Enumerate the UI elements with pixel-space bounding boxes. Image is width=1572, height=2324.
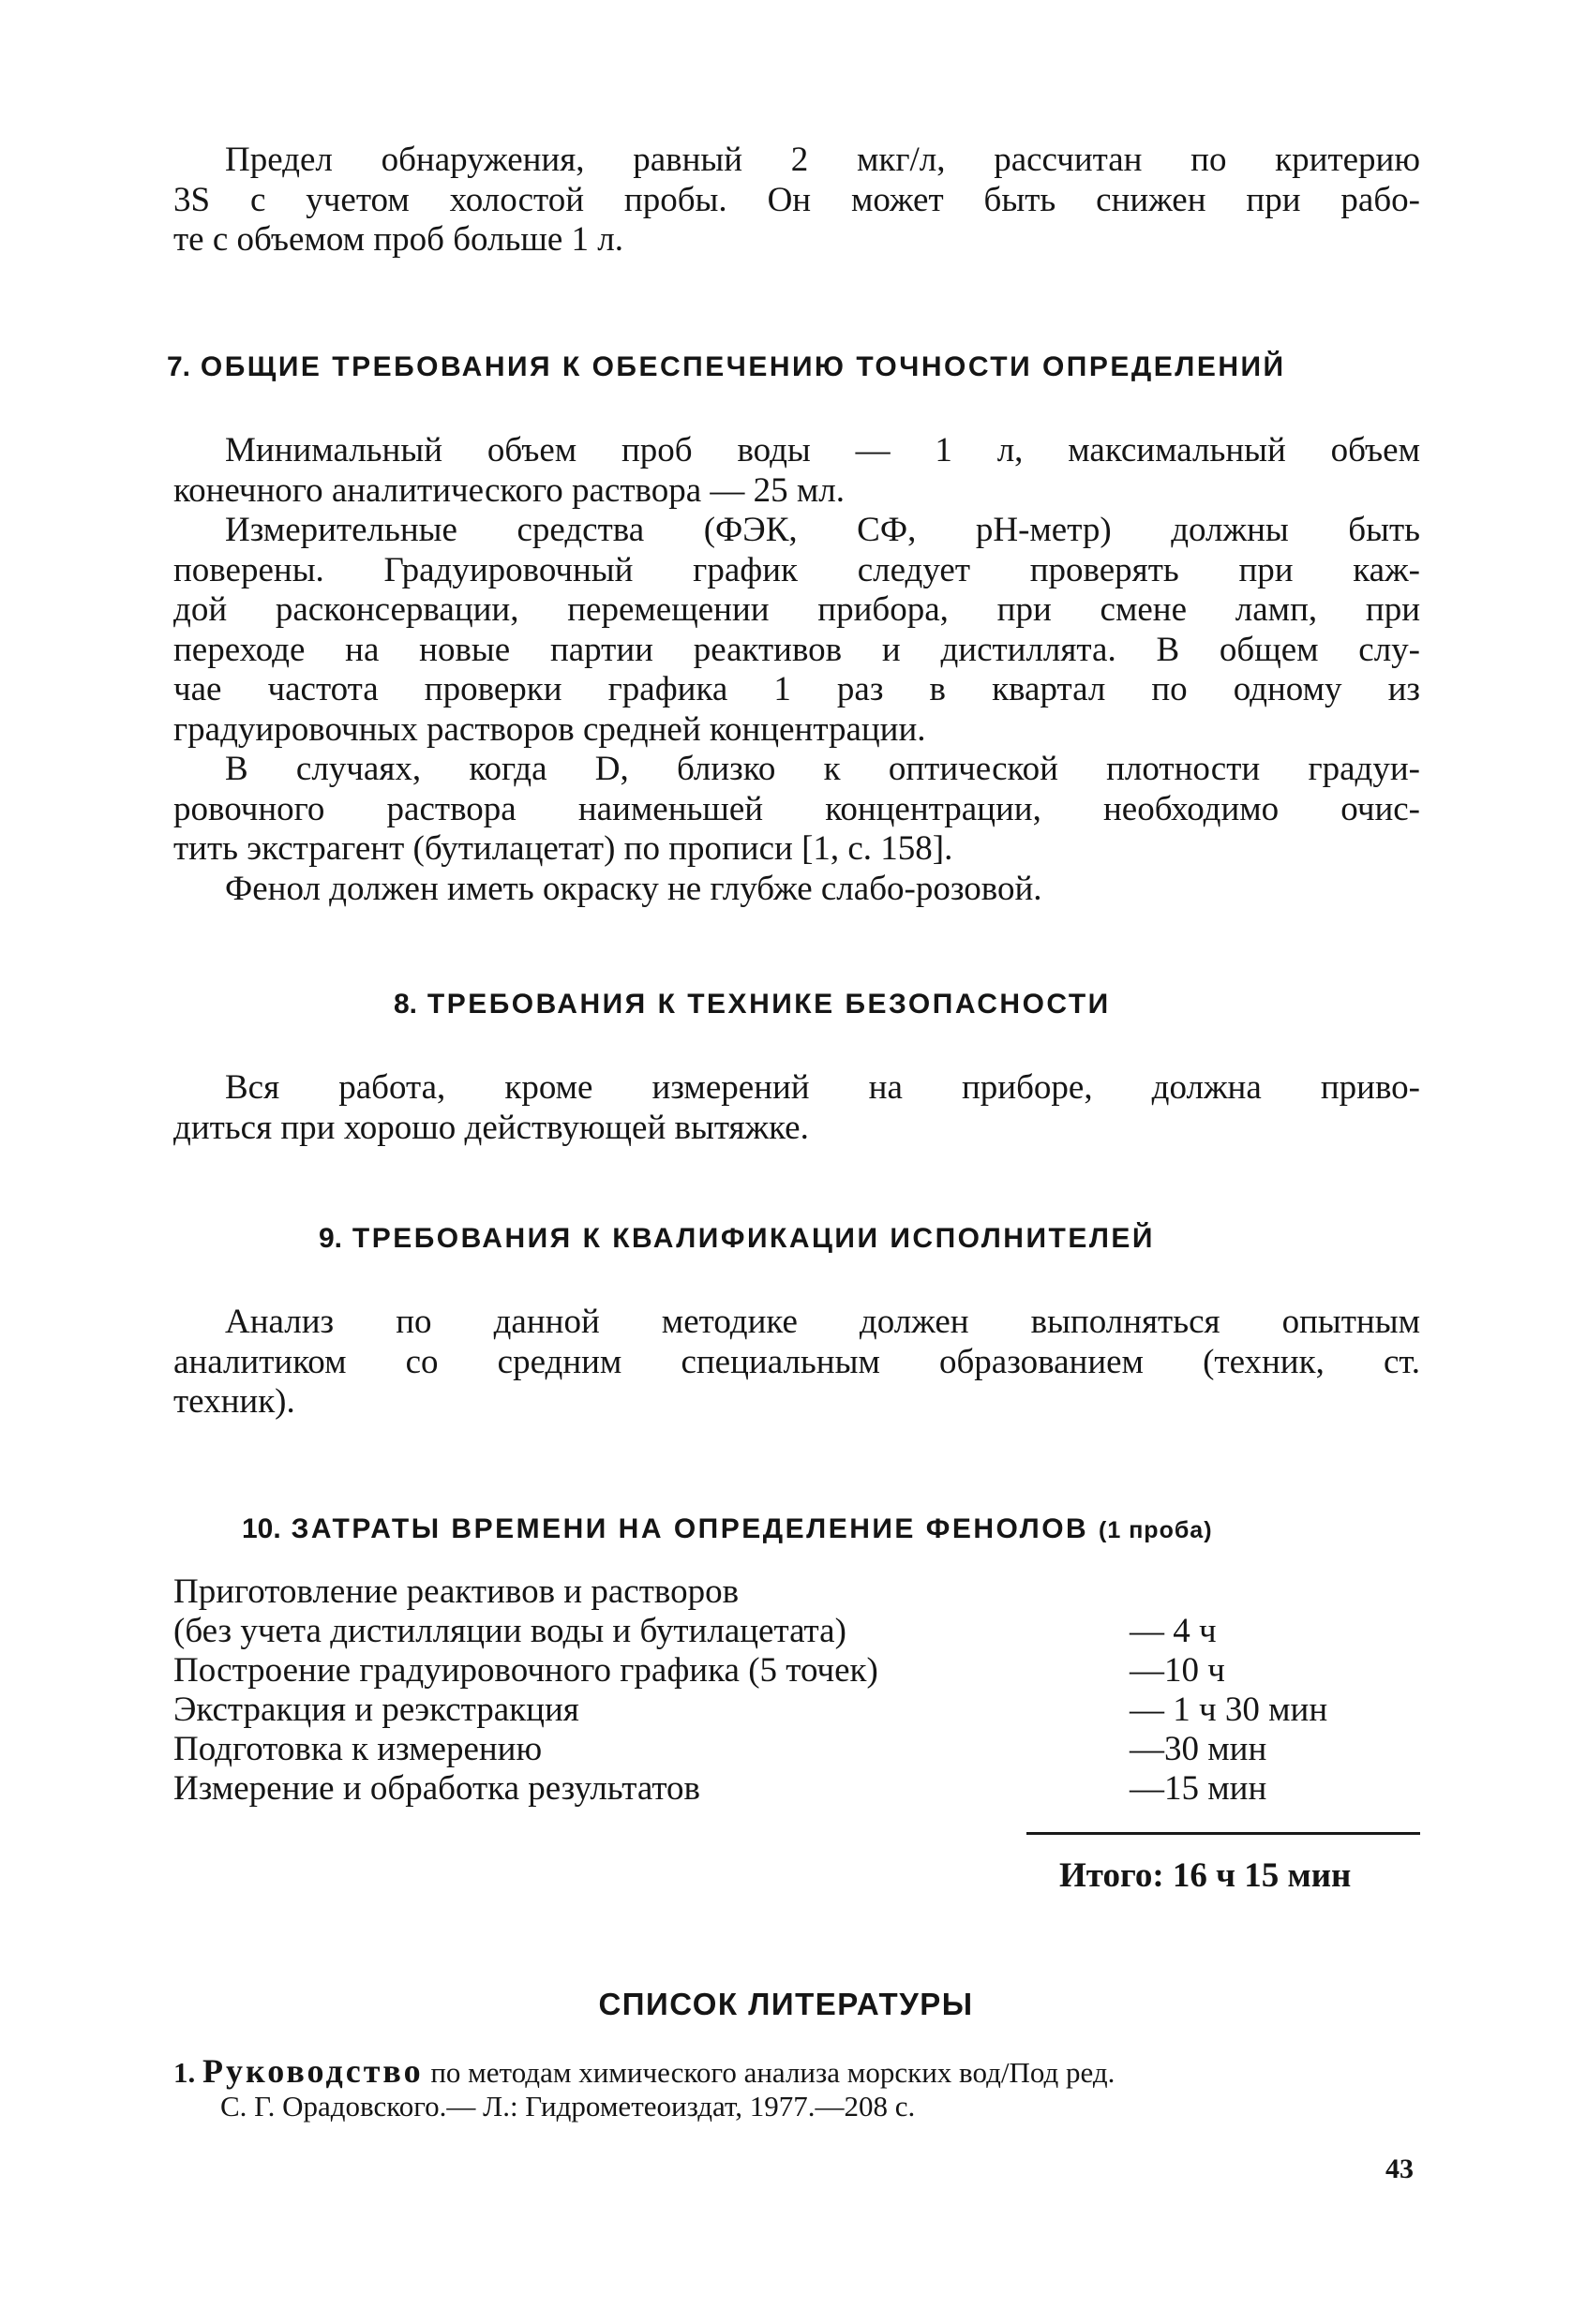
text-line: Анализ по данной методике должен выполняться опытным [225,1303,1420,1341]
time-cost-label: (без учета дистилляции воды и бутилацетата) [173,1612,846,1650]
reference-item [173,2054,1420,2123]
section-number: 7. [167,351,191,382]
time-cost-label: Подготовка к измерению [173,1730,543,1768]
time-cost-label: Приготовление реактивов и растворов [173,1572,740,1611]
text-line: Измерительные средства (ФЭК, СФ, pH-метр) должны быть [225,511,1420,549]
text-line: диться при хорошо действующей вытяжке. [173,1108,809,1147]
text-line: переходе на новые партии реактивов и дистиллята. В общем слу- [173,630,1420,669]
time-cost-row [173,1651,1420,1691]
time-cost-value: —10 ч [1130,1651,1225,1690]
time-cost-value: —30 мин [1130,1730,1267,1768]
section-number: 10. [242,1513,281,1544]
reference-number: 1. [173,2056,196,2089]
intro-paragraph [173,141,1420,261]
section-7-paragraph-1 [173,431,1420,511]
text-line: градуировочных растворов средней концентрации. [173,709,926,749]
text-line: тить экстрагент (бутилацетат) по прописи [1, с. 158]. [173,829,953,868]
section-7-heading [167,351,1286,383]
section-9-paragraph-1 [173,1303,1420,1423]
text-line: В случаях, когда D, близко к оптической плотности градуи- [225,750,1420,788]
time-cost-row [173,1691,1420,1730]
text-line: аналитиком со средним специальным образованием (техник, ст. [173,1342,1420,1381]
time-cost-row [173,1730,1420,1769]
text-line: Минимальный объем проб воды — 1 л, максимальный объем [225,431,1420,469]
section-title: ТРЕБОВАНИЯ К ТЕХНИКЕ БЕЗОПАСНОСТИ [427,989,1111,1020]
time-cost-label: Экстракция и реэкстракция [173,1691,579,1729]
time-cost-value: — 4 ч [1130,1612,1217,1650]
section-7-paragraph-3 [173,750,1420,870]
references-heading: СПИСОК ЛИТЕРАТУРЫ [598,1987,974,2021]
total-divider [1026,1832,1420,1835]
reference-lead-word: Руководство [202,2052,424,2090]
section-8-paragraph-1 [173,1068,1420,1148]
text-line: поверены. Градуировочный график следует проверять при каж- [173,550,1420,589]
section-8-heading [394,989,1111,1020]
page-number: 43 [1385,2153,1414,2184]
section-title-suffix: (1 проба) [1099,1517,1213,1543]
section-7-paragraph-2 [173,511,1420,750]
section-number: 9. [319,1223,343,1254]
time-cost-label: Построение градуировочного графика (5 точек) [173,1651,878,1690]
text-line: конечного аналитического раствора — 25 мл. [173,470,846,510]
time-cost-value: —15 мин [1130,1769,1267,1808]
section-7-paragraph-4 [173,870,1420,910]
text-line: те с объемом проб больше 1 л. [173,220,624,259]
section-title: ОБЩИЕ ТРЕБОВАНИЯ К ОБЕСПЕЧЕНИЮ ТОЧНОСТИ ОПРЕДЕЛЕНИЙ [200,351,1286,382]
text-line: техник). [173,1382,295,1421]
time-cost-total: Итого: 16 ч 15 мин [1059,1856,1352,1895]
section-number: 8. [394,989,418,1020]
section-10-heading [242,1513,1213,1545]
text-line: Предел обнаружения, равный 2 мкг/л, рассчитан по критерию [225,141,1420,179]
time-cost-table [173,1572,1420,1809]
reference-line [173,2054,1420,2090]
time-cost-value: — 1 ч 30 мин [1130,1691,1328,1729]
text-line: Фенол должен иметь окраску не глубже слабо-розовой. [225,870,1042,908]
time-cost-label: Измерение и обработка результатов [173,1769,700,1808]
text-line: Вся работа, кроме измерений на приборе, должна приво- [225,1068,1420,1107]
section-9-heading [319,1223,1155,1255]
time-cost-row [173,1769,1420,1809]
text-line: чае частота проверки графика 1 раз в квартал по одному из [173,670,1420,708]
text-line: ровочного раствора наименьшей концентрации, необходимо очис- [173,789,1420,828]
section-title: ЗАТРАТЫ ВРЕМЕНИ НА ОПРЕДЕЛЕНИЕ ФЕНОЛОВ [291,1513,1089,1544]
text-line: дой расконсервации, перемещении прибора, при смене ламп, при [173,590,1420,629]
reference-text: по методам химического анализа морских вод/Под ред. [423,2056,1115,2089]
text-line: 3S с учетом холостой пробы. Он может быть снижен при рабо- [173,180,1420,219]
section-title: ТРЕБОВАНИЯ К КВАЛИФИКАЦИИ ИСПОЛНИТЕЛЕЙ [352,1223,1155,1254]
reference-text-continued: С. Г. Орадовского.— Л.: Гидрометеоиздат, 1977.—208 с. [220,2090,916,2123]
time-cost-row [173,1612,1420,1651]
time-cost-row [173,1572,1420,1612]
